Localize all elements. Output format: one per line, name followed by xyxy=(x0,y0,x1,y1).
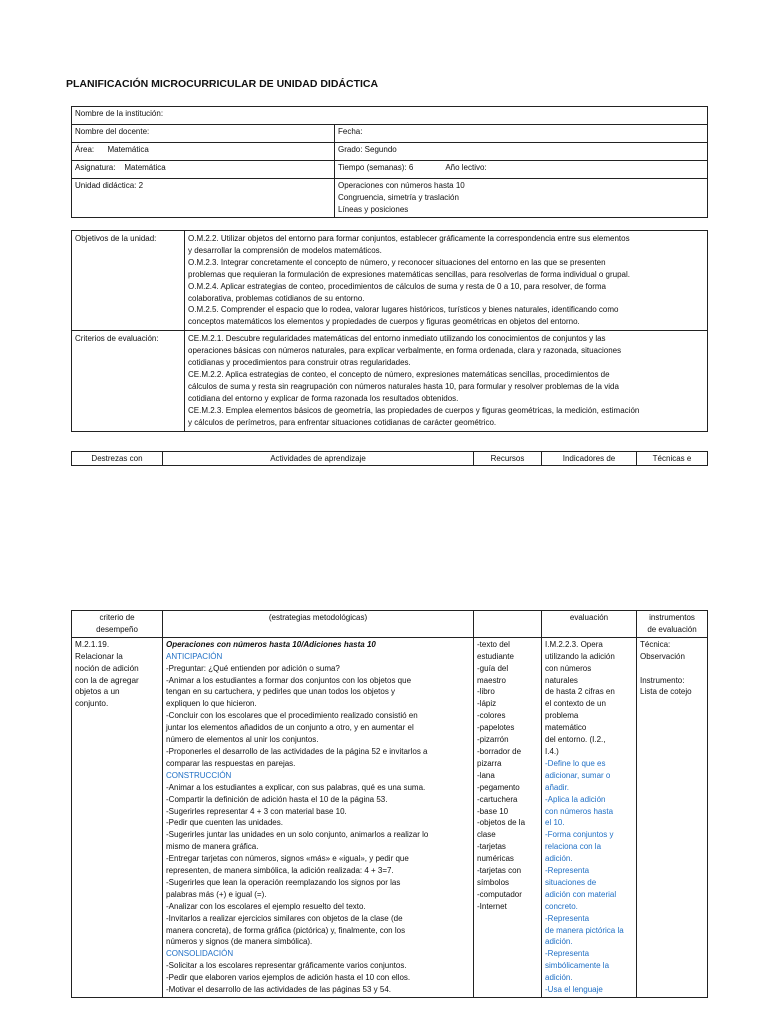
indicator-subline: el 10. xyxy=(545,818,565,828)
subject-field: Asignatura: Matemática xyxy=(72,161,335,179)
indicator-line: con números xyxy=(545,663,592,673)
indicator-line: problema xyxy=(545,711,579,721)
skill-line: noción de adición xyxy=(75,663,139,673)
strategy-line: -Sugerirles representar 4 + 3 con material base 10. xyxy=(166,806,347,816)
strategy-line: números y signos (de manera simbólica). xyxy=(166,937,313,947)
strategy-line: número de elementos al unir los conjuntos. xyxy=(166,735,319,745)
skill-line: M.2.1.19. xyxy=(75,639,110,649)
indicator-line: del entorno. (I.2., xyxy=(545,735,606,745)
col-instruments-line: de evaluación xyxy=(647,624,697,634)
objective-line: O.M.2.2. Utilizar objetos del entorno para formar conjuntos, establecer gráficamente la correspondencia entre sus elementos xyxy=(188,234,630,243)
criteria-line: cálculos de suma y resta sin reagrupación con números naturales hasta 10, para formular y resolver problemas de la vida xyxy=(188,381,619,391)
col-strategies: (estrategias metodológicas) xyxy=(163,611,474,638)
teacher-field: Nombre del docente: xyxy=(72,125,335,143)
area-field: Área: Matemática xyxy=(72,143,335,161)
resource-item: -texto del xyxy=(477,639,510,649)
header-techniques: Técnicas e xyxy=(637,452,708,466)
objectives-label: Objetivos de la unidad: xyxy=(72,231,185,331)
header-skills: Destrezas con xyxy=(72,452,163,466)
strategy-line: comparar las respuestas en parejas. xyxy=(166,758,296,768)
indicator-subline: -Forma conjuntos y xyxy=(545,830,614,840)
indicator-subline: añadir. xyxy=(545,782,570,792)
objective-line: O.M.2.5. Comprender el espacio que lo rodea, valorar lugares históricos, turísticos y bienes naturales, identificando como xyxy=(188,305,619,315)
weeks-label: Tiempo (semanas): 6 xyxy=(338,163,414,172)
strategy-line: juntar los elementos añadidos de un conjunto a otro, y en aumentar el xyxy=(166,723,414,733)
indicator-line: utilizando la adición xyxy=(545,651,615,661)
indicator-subline: de manera pictórica la xyxy=(545,925,624,935)
strategy-line: -Compartir la definición de adición hasta el 10 de la página 53. xyxy=(166,794,388,804)
indicator-subline: adición. xyxy=(545,973,573,983)
activity-heading: Operaciones con números hasta 10/Adiciones hasta 10 xyxy=(166,639,376,649)
resource-item: numéricas xyxy=(477,854,514,864)
topic-item: Congruencia, simetría y traslación xyxy=(338,192,459,202)
col-evaluation: evaluación xyxy=(542,611,637,638)
criteria-line: CE.M.2.1. Descubre regularidades matemáticas del entorno inmediato utilizando los conocimientos de conjuntos y las xyxy=(188,334,606,344)
strategy-line: manera concreta), de forma gráfica (pictórica) y, finalmente, con los xyxy=(166,925,406,935)
resource-item: clase xyxy=(477,830,496,840)
strategy-line: -Pedir que elaboren varios ejemplos de adición hasta el 10 con ellos. xyxy=(166,973,411,983)
indicator-subline: -Define lo que es xyxy=(545,758,606,768)
strategies-cell xyxy=(163,637,474,997)
resource-item: -cartuchera xyxy=(477,794,518,804)
strategy-line: -Animar a los estudiantes a explicar, con sus palabras, qué es una suma. xyxy=(166,782,426,792)
skill-line: conjunto. xyxy=(75,699,109,709)
resource-item: -objetos de la xyxy=(477,818,526,828)
resource-item: -computador xyxy=(477,889,522,899)
indicator-subline: adición. xyxy=(545,937,573,947)
activities-header-table xyxy=(71,451,708,466)
resource-item: -borrador de xyxy=(477,746,522,756)
strategy-line: -Entregar tarjetas con números, signos «más» e «igual», y pedir que xyxy=(166,854,409,864)
topic-item: Operaciones con números hasta 10 xyxy=(338,181,465,190)
objectives-criteria-table xyxy=(71,230,708,432)
skill-line: con la de agregar xyxy=(75,675,139,685)
strategy-line: mismo de manera gráfica. xyxy=(166,842,259,852)
strategy-line: -Sugerirles juntar las unidades en un solo conjunto, animarlos a realizar lo xyxy=(166,830,429,840)
indicator-subline: adición con material xyxy=(545,889,617,899)
resource-item: -papelotes xyxy=(477,723,515,733)
strategy-line: palabras más (+) e igual (=). xyxy=(166,889,267,899)
technique-line: Lista de cotejo xyxy=(640,687,692,697)
unit-field: Unidad didáctica: 2 xyxy=(72,179,335,218)
col-instruments xyxy=(637,611,708,638)
objective-line: O.M.2.4. Aplicar estrategias de conteo, procedimientos de cálculos de suma y resta de 0 a 10, para resolver, de forma xyxy=(188,281,606,291)
strategy-line: representen, de manera simbólica, la adición realizada: 4 + 3=7. xyxy=(166,866,394,876)
objective-line: colaborativa, problemas cotidianos de su entorno. xyxy=(188,293,365,303)
institution-field: Nombre de la institución: xyxy=(72,107,708,125)
resource-item: -Internet xyxy=(477,901,507,911)
resource-item: -tarjetas con xyxy=(477,866,522,876)
indicator-subline: situaciones de xyxy=(545,877,597,887)
resource-item: -colores xyxy=(477,711,506,721)
col-criterio-line: desempeño xyxy=(96,624,138,634)
indicator-subline: adicionar, sumar o xyxy=(545,770,611,780)
strategy-line: -Solicitar a los escolares representar gráficamente varios conjuntos. xyxy=(166,961,407,971)
resource-item: -pizarrón xyxy=(477,735,509,745)
indicator-subline: adición. xyxy=(545,854,573,864)
resource-item: -tarjetas xyxy=(477,842,506,852)
indicator-line: naturales xyxy=(545,675,578,685)
section-heading: CONSOLIDACIÓN xyxy=(166,949,234,959)
technique-line xyxy=(640,663,704,675)
activities-table xyxy=(71,610,708,998)
indicator-subline: con números hasta xyxy=(545,806,614,816)
objective-line: problemas que requieran la formulación de expresiones matemáticas sencillas, para resolverlas de forma individual o grupal. xyxy=(188,269,631,279)
indicator-subline: -Representa xyxy=(545,949,590,959)
indicator-subline: -Representa xyxy=(545,866,590,876)
section-heading: ANTICIPACIÓN xyxy=(166,651,223,661)
criteria-line: operaciones básicas con números naturales, para explicar verbalmente, en forma ordenada, clara y razonada, situaciones xyxy=(188,346,622,356)
date-field: Fecha: xyxy=(335,125,708,143)
section-heading: CONSTRUCCIÓN xyxy=(166,770,232,780)
strategy-line: -Invitarlos a realizar ejercicios similares con objetos de la clase (de xyxy=(166,913,403,923)
resources-cell xyxy=(474,637,542,997)
indicator-line: I.4.) xyxy=(545,746,559,756)
indicators-cell xyxy=(542,637,637,997)
header-resources: Recursos xyxy=(474,452,542,466)
resource-item: -pegamento xyxy=(477,782,520,792)
strategy-line: -Sugerirles que lean la operación reemplazando los signos por las xyxy=(166,877,401,887)
technique-line: Técnica: xyxy=(640,639,671,649)
technique-line: Observación xyxy=(640,651,685,661)
skill-cell xyxy=(72,637,163,997)
objective-line: O.M.2.3. Integrar concretamente el concepto de número, y reconocer situaciones del entorno en las que se presenten xyxy=(188,257,606,267)
objective-line: y desarrollar la comprensión de modelos matemáticos. xyxy=(188,245,382,255)
resource-item: -lana xyxy=(477,770,495,780)
grade-field: Grado: Segundo xyxy=(335,143,708,161)
objectives-text xyxy=(185,231,708,331)
techniques-cell xyxy=(637,637,708,997)
indicator-line: el contexto de un xyxy=(545,699,606,709)
strategy-line: -Proponerles el desarrollo de las actividades de la página 52 e invitarlos a xyxy=(166,746,428,756)
indicator-subline: concreto. xyxy=(545,901,578,911)
resource-item: pizarra xyxy=(477,758,502,768)
resource-item: maestro xyxy=(477,675,506,685)
indicator-subline: -Aplica la adición xyxy=(545,794,606,804)
resource-item: símbolos xyxy=(477,877,510,887)
strategy-line: -Analizar con los escolares el ejemplo resuelto del texto. xyxy=(166,901,366,911)
info-table xyxy=(71,106,708,218)
indicator-subline: relaciona con la xyxy=(545,842,602,852)
resource-item: -libro xyxy=(477,687,495,697)
strategy-line: -Concluir con los escolares que el procedimiento realizado consistió en xyxy=(166,711,418,721)
header-indicators: Indicadores de xyxy=(542,452,637,466)
resource-item: -guía del xyxy=(477,663,509,673)
criteria-line: CE.M.2.2. Aplica estrategias de conteo, el concepto de número, expresiones matemáticas sencillas, procedimientos de xyxy=(188,369,610,379)
objective-line: conceptos matemáticos los elementos y propiedades de cuerpos y figuras geométricas en objetos del entorno. xyxy=(188,317,580,327)
school-year-label: Año lectivo: xyxy=(445,163,487,172)
criteria-text xyxy=(185,331,708,431)
indicator-line: I.M.2.2.3. Opera xyxy=(545,639,603,649)
header-activities: Actividades de aprendizaje xyxy=(163,452,474,466)
topic-item: Líneas y posiciones xyxy=(338,204,409,214)
resource-item: -base 10 xyxy=(477,806,509,816)
skill-line: Relacionar la xyxy=(75,651,123,661)
strategy-line: -Animar a los estudiantes a formar dos conjuntos con los objetos que xyxy=(166,675,412,685)
criteria-line: CE.M.2.3. Emplea elementos básicos de geometría, las propiedades de cuerpos y figuras geométricas, la medición, estimación xyxy=(188,405,640,415)
indicator-subline: -Representa xyxy=(545,913,590,923)
criteria-line: cotidiana del entorno y explicar de forma razonada los resultados obtenidos. xyxy=(188,393,459,403)
technique-line: Instrumento: xyxy=(640,675,685,685)
strategy-line: expliquen lo que hicieron. xyxy=(166,699,257,709)
criteria-line: y cálculos de perímetros, para enfrentar situaciones cotidianas de carácter geométrico. xyxy=(188,417,497,427)
indicator-line: matemático xyxy=(545,723,587,733)
strategy-line: -Motivar el desarrollo de las actividades de las páginas 53 y 54. xyxy=(166,985,392,995)
strategy-line: -Pedir que cuenten las unidades. xyxy=(166,818,283,828)
col-criterio-line: criterio de xyxy=(99,613,135,622)
criteria-label: Criterios de evaluación: xyxy=(72,331,185,431)
strategy-line: -Preguntar: ¿Qué entienden por adición o suma? xyxy=(166,663,340,673)
indicator-subline: simbólicamente la xyxy=(545,961,610,971)
resource-item: -lápiz xyxy=(477,699,497,709)
col-criterio xyxy=(72,611,163,638)
strategy-line: tengan en su cartuchera, y pedirles que unan todos los objetos y xyxy=(166,687,396,697)
resource-item: estudiante xyxy=(477,651,514,661)
criteria-line: cotidianas y procedimientos para construir otras regularidades. xyxy=(188,358,411,368)
time-field xyxy=(335,161,708,179)
col-resources xyxy=(474,611,542,638)
indicator-line: de hasta 2 cifras en xyxy=(545,687,615,697)
skill-line: objetos a un xyxy=(75,687,120,697)
col-instruments-line: instrumentos xyxy=(649,613,695,622)
document-title: PLANIFICACIÓN MICROCURRICULAR DE UNIDAD DIDÁCTICA xyxy=(66,78,379,90)
indicator-subline: -Usa el lenguaje xyxy=(545,985,603,995)
unit-topics xyxy=(335,179,708,218)
